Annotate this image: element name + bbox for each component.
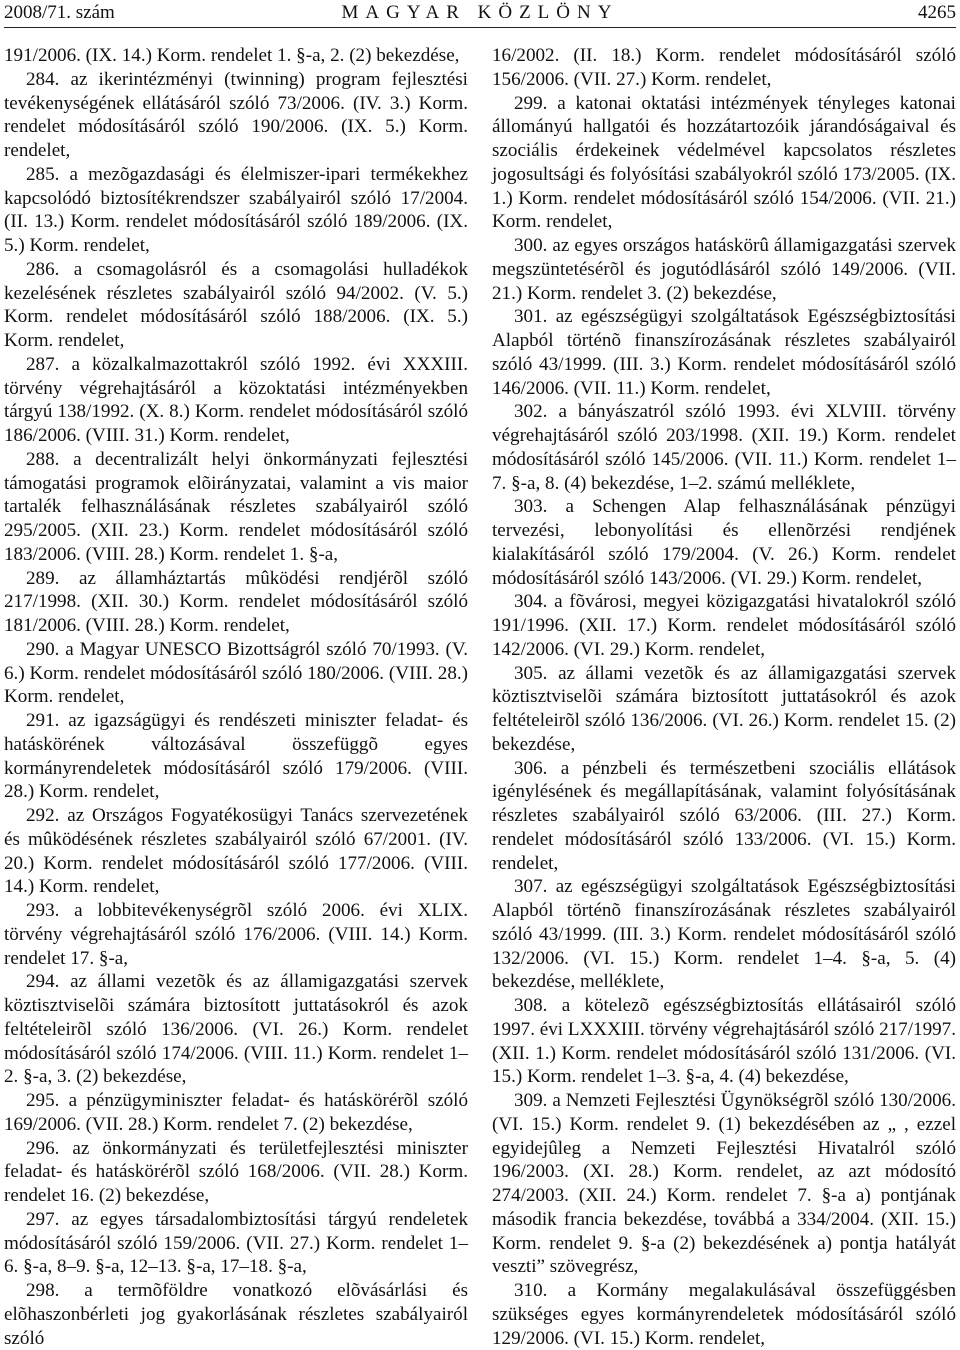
list-item: 289. az államháztartás mûködési rendjérõl szóló 217/1998. (XII. 30.) Korm. rendelet módosításáról szóló 181/2006. (VIII. 28.) Korm. rendelet,	[4, 567, 468, 636]
list-item: 294. az állami vezetõk és az államigazgatási szervek köztisztviselõi számára biztosított juttatásokról és azok feltételeirõl szóló 136/2006. (VI. 26.) Korm. rendelet módosításáról szóló 174/2006. (VIII. 11.) Korm. rendelet 1–2. §-a, 3. (2) bekezdése,	[4, 971, 468, 1088]
list-item: 297. az egyes társadalombiztosítási tárgyú rendeletek módosításáról szóló 159/2006. (VII. 27.) Korm. rendelet 1–6. §-a, 8–9. §-a, 12–13. §-a, 17–18. §-a,	[4, 1208, 468, 1278]
list-item: 298. a termõföldre vonatkozó elõvásárlási és elõhaszonbérleti jog gyakorlásának részletes szabályairól szóló	[4, 1280, 468, 1349]
list-item: 291. az igazságügyi és rendészeti miniszter feladat- és hatáskörének változásával összefüggõ egyes kormányrendeletek módosításáról szóló 179/2006. (VIII. 28.) Korm. rendelet,	[4, 710, 468, 803]
list-item: 191/2006. (IX. 14.) Korm. rendelet 1. §-a, 2. (2) bekezdése,	[4, 45, 460, 66]
list-item: 292. az Országos Fogyatékosügyi Tanács szervezetének és mûködésének részletes szabályairól szóló 67/2001. (IV. 20.) Korm. rendelet módosításáról szóló 177/2006. (VIII. 14.) Korm. rendelet,	[4, 805, 468, 898]
list-item: 309. a Nemzeti Fejlesztési Ügynökségrõl szóló 130/2006. (VI. 15.) Korm. rendelet 9. (1) bekezdésében az „ , ezzel egyidejûleg a Nemzeti Fejlesztési Hivatalról szóló 196/2003. (XI. 28.) Korm. rendelet, az azt módosító 274/2003. (XII. 24.) Korm. rendelet 7. §-a a) pontjának második francia bekezdése, továbbá a 334/2004. (XII. 15.) Korm. rendelet 9. §-a (2) bekezdésének a) pontja hatályát veszti” szövegrész,	[492, 1090, 956, 1278]
list-item: 308. a kötelezõ egészségbiztosítás ellátásairól szóló 1997. évi LXXXIII. törvény végrehajtásáról szóló 217/1997. (XII. 1.) Korm. rendelet módosításáról szóló 131/2006. (VI. 15.) Korm. rendelet 1–3. §-a, 4. (4) bekezdése,	[492, 995, 956, 1088]
list-item: 300. az egyes országos hatáskörû államigazgatási szervek megszüntetésérõl és jogutódlásáról szóló 149/2006. (VII. 21.) Korm. rendelet 3. (2) bekezdése,	[492, 235, 956, 304]
list-item: 301. az egészségügyi szolgáltatások Egészségbiztosítási Alapból történõ finanszírozásának részletes szabályairól szóló 43/1999. (III. 3.) Korm. rendelet módosításáról szóló 146/2006. (VII. 11.) Korm. rendelet,	[492, 306, 956, 399]
list-item: 307. az egészségügyi szolgáltatások Egészségbiztosítási Alapból történõ finanszírozásának részletes szabályairól szóló 43/1999. (III. 3.) Korm. rendelet módosításáról szóló 132/2006. (VI. 15.) Korm. rendelet 1–4. §-a, 5. (4) bekezdése, melléklete,	[492, 876, 956, 993]
list-item: 16/2002. (II. 18.) Korm. rendelet módosításáról szóló 156/2006. (VII. 27.) Korm. rendelet,	[492, 45, 956, 90]
list-item: 310. a Kormány megalakulásával összefüggésben szükséges egyes kormányrendeletek módosításáról szóló 129/2006. (VI. 15.) Korm. rendelet,	[492, 1280, 956, 1349]
list-item: 306. a pénzbeli és természetbeni szociális ellátások igénylésének és megállapításának, valamint folyósításának részletes szabályairól szóló 63/2006. (III. 27.) Korm. rendelet módosításáról szóló 133/2006. (VI. 15.) Korm. rendelet,	[492, 757, 956, 874]
publication-title: MAGYAR KÖZLÖNY	[341, 2, 619, 23]
list-item: 305. az állami vezetõk és az államigazgatási szervek köztisztviselõi számára biztosított juttatásokról és azok feltételeirõl szóló 136/2006. (VI. 26.) Korm. rendelet 15. (2) bekezdése,	[492, 662, 956, 755]
right-column	[492, 44, 956, 1350]
left-column	[4, 44, 468, 1350]
list-item: 295. a pénzügyminiszter feladat- és hatáskörérõl szóló 169/2006. (VII. 28.) Korm. rendelet 7. (2) bekezdése,	[4, 1090, 468, 1135]
issue-number: 2008/71. szám	[4, 2, 115, 23]
list-item: 287. a közalkalmazottakról szóló 1992. évi XXXIII. törvény végrehajtásáról a közoktatási intézményekben tárgyú 138/1992. (X. 8.) Korm. rendelet módosításáról szóló 186/2006. (VIII. 31.) Korm. rendelet,	[4, 353, 468, 446]
list-item: 304. a fõvárosi, megyei közigazgatási hivatalokról szóló 191/1996. (XII. 17.) Korm. rendelet módosításáról szóló 142/2006. (VI. 29.) Korm. rendelet,	[492, 591, 956, 660]
list-item: 288. a decentralizált helyi önkormányzati fejlesztési támogatási programok elõirányzatai, valamint a vis maior tartalék felhasználásának részletes szabályairól szóló 295/2005. (XII. 23.) Korm. rendelet módosításáról szóló 183/2006. (VIII. 28.) Korm. rendelet 1. §-a,	[4, 448, 468, 565]
header-rule	[4, 27, 956, 28]
list-item: 302. a bányászatról szóló 1993. évi XLVIII. törvény végrehajtásáról szóló 203/1998. (XII. 19.) Korm. rendelet módosításáról szóló 145/2006. (VII. 11.) Korm. rendelet 1–7. §-a, 8. (4) bekezdése, 1–2. számú melléklete,	[492, 401, 956, 494]
page-header	[0, 0, 960, 30]
list-item: 299. a katonai oktatási intézmények tényleges katonai állományú hallgatói és hozzátartozóik járandóságaival és szociális érdekeinek védelmével kapcsolatos részletes jogosultsági és folyósítási szabályokról szóló 173/2005. (IX. 1.) Korm. rendelet módosításáról szóló 154/2006. (VII. 21.) Korm. rendelet,	[492, 92, 956, 233]
list-item: 286. a csomagolásról és a csomagolási hulladékok kezelésének részletes szabályairól szóló 94/2002. (V. 5.) Korm. rendelet módosításáról szóló 188/2006. (IX. 5.) Korm. rendelet,	[4, 258, 468, 351]
page-number: 4265	[918, 2, 956, 23]
list-item: 296. az önkormányzati és területfejlesztési miniszter feladat- és hatáskörérõl szóló 168/2006. (VII. 28.) Korm. rendelet 16. (2) bekezdése,	[4, 1137, 468, 1206]
list-item: 284. az ikerintézményi (twinning) program fejlesztési tevékenységének ellátásáról szóló 73/2006. (IV. 3.) Korm. rendelet módosításáról szóló 190/2006. (IX. 5.) Korm. rendelet,	[4, 68, 468, 161]
list-item: 285. a mezõgazdasági és élelmiszer-ipari termékekhez kapcsolódó biztosítékrendszer szabályairól szóló 17/2004. (II. 13.) Korm. rendelet módosításáról szóló 189/2006. (IX. 5.) Korm. rendelet,	[4, 163, 468, 256]
list-item: 290. a Magyar UNESCO Bizottságról szóló 70/1993. (V. 6.) Korm. rendelet módosításáról szóló 180/2006. (VIII. 28.) Korm. rendelet,	[4, 638, 468, 708]
list-item: 303. a Schengen Alap felhasználásának pénzügyi tervezési, lebonyolítási és ellenõrzési rendjének kialakításáról szóló 179/2004. (V. 26.) Korm. rendelet módosításáról szóló 143/2006. (VI. 29.) Korm. rendelet,	[492, 496, 956, 589]
list-item: 293. a lobbitevékenységrõl szóló 2006. évi XLIX. törvény végrehajtásáról szóló 176/2006. (VIII. 14.) Korm. rendelet 17. §-a,	[4, 900, 468, 969]
